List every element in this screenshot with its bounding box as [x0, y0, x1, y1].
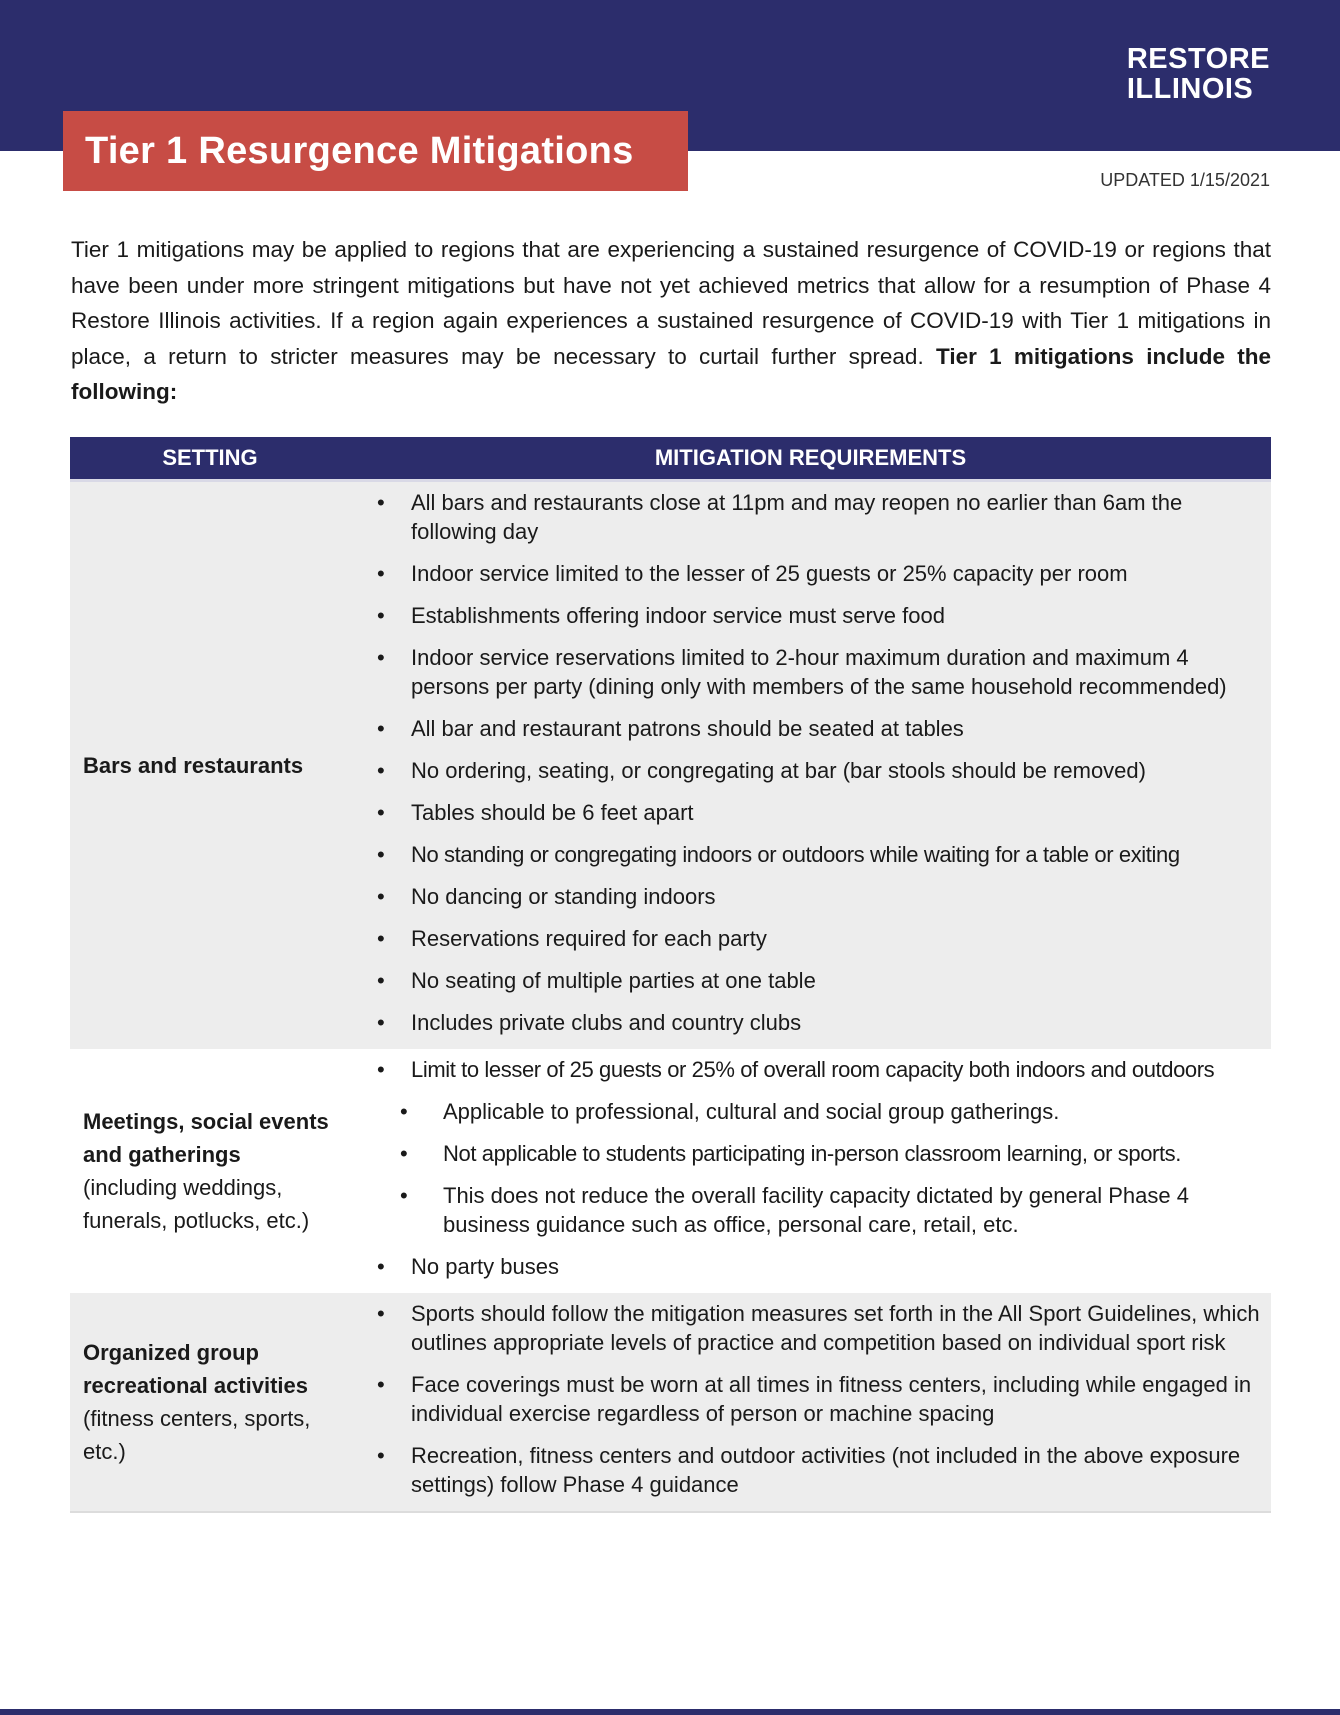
brand-line-2: ILLINOIS — [1126, 73, 1254, 105]
list-item: • No ordering, seating, or congregating at bar (bar stools should be removed) — [377, 758, 1146, 783]
sub-list-item: • Applicable to professional, cultural and social group gatherings. — [400, 1099, 1060, 1124]
column-header-requirements: MITIGATION REQUIREMENTS — [350, 437, 1271, 481]
requirements-list — [350, 1299, 1261, 1499]
intro-bold-text: Tier 1 mitigations include the following: — [71, 343, 1271, 404]
column-header-setting: SETTING — [70, 437, 350, 481]
list-item: • Indoor service limited to the lesser of 25 guests or 25% capacity per room — [377, 561, 1128, 586]
brand-logo — [1127, 44, 1270, 104]
mitigations-table — [70, 437, 1271, 1513]
table-row — [70, 1293, 1271, 1512]
table-row — [70, 1049, 1271, 1293]
setting-description: (including weddings, funerals, potlucks, etc.) — [83, 1175, 310, 1233]
requirements-cell — [350, 1293, 1271, 1512]
list-item: • No party buses — [377, 1254, 559, 1279]
sub-list-item: • This does not reduce the overall facility capacity dictated by general Phase 4 business guidance such as office, personal care, retail, etc. — [400, 1183, 1189, 1237]
list-item: • Limit to lesser of 25 guests or 25% of overall room capacity both indoors and outdoors — [377, 1057, 1215, 1082]
setting-name: Meetings, social events and gatherings — [83, 1109, 329, 1167]
requirements-list — [350, 488, 1261, 1037]
list-item: • Recreation, fitness centers and outdoor activities (not included in the above exposure settings) follow Phase 4 guidance — [377, 1443, 1241, 1497]
list-item: • Includes private clubs and country clubs — [377, 1010, 802, 1035]
setting-description: (fitness centers, sports, etc.) — [83, 1406, 311, 1464]
updated-date: UPDATED 1/15/2021 — [1100, 170, 1270, 190]
list-item: • No dancing or standing indoors — [377, 884, 716, 909]
list-item: • Face coverings must be worn at all times in fitness centers, including while engaged in individual exercise regardless of person or machine spacing — [377, 1372, 1252, 1426]
requirements-cell — [350, 1049, 1271, 1293]
list-item: • Indoor service reservations limited to 2-hour maximum duration and maximum 4 persons per party (dining only with members of the same household recommended) — [377, 645, 1227, 699]
list-item: • No standing or congregating indoors or outdoors while waiting for a table or exiting — [377, 842, 1180, 867]
setting-cell — [70, 481, 350, 1050]
title-banner — [63, 111, 688, 191]
table-row — [70, 481, 1271, 1050]
list-item: • Reservations required for each party — [377, 926, 767, 951]
setting-name: Organized group recreational activities — [83, 1340, 309, 1398]
setting-cell — [70, 1293, 350, 1512]
list-item: • Sports should follow the mitigation measures set forth in the All Sport Guidelines, which outlines appropriate levels of practice and competition based on individual sport risk — [377, 1301, 1260, 1355]
table-header-row — [70, 437, 1271, 481]
intro-paragraph — [71, 232, 1271, 410]
footer-band — [0, 1709, 1340, 1715]
page-title: Tier 1 Resurgence Mitigations — [85, 129, 634, 172]
setting-name: Bars and restaurants — [83, 753, 304, 778]
list-item: • Tables should be 6 feet apart — [377, 800, 694, 825]
intro-text: Tier 1 mitigations may be applied to regions that are experiencing a sustained resurgence of COVID-19 or regions that have been under more stringent mitigations but have not yet achieved metrics that allow for a resumption of Phase 4 Restore Illinois activities. If a region again experiences a sustained resurgence of COVID-19 with Tier 1 mitigations in place, a return to stricter measures may be necessary to curtail further spread. — [71, 237, 1271, 369]
list-item: • No seating of multiple parties at one table — [377, 968, 816, 993]
list-item: • All bars and restaurants close at 11pm and may reopen no earlier than 6am the following day — [377, 490, 1183, 544]
requirements-list — [350, 1055, 1261, 1281]
brand-line-1: RESTORE — [1126, 43, 1270, 75]
requirements-cell — [350, 481, 1271, 1050]
list-item: • Establishments offering indoor service must serve food — [377, 603, 945, 628]
list-item: • All bar and restaurant patrons should be seated at tables — [377, 716, 964, 741]
sub-list-item: • Not applicable to students participating in-person classroom learning, or sports. — [400, 1141, 1181, 1166]
setting-cell — [70, 1049, 350, 1293]
